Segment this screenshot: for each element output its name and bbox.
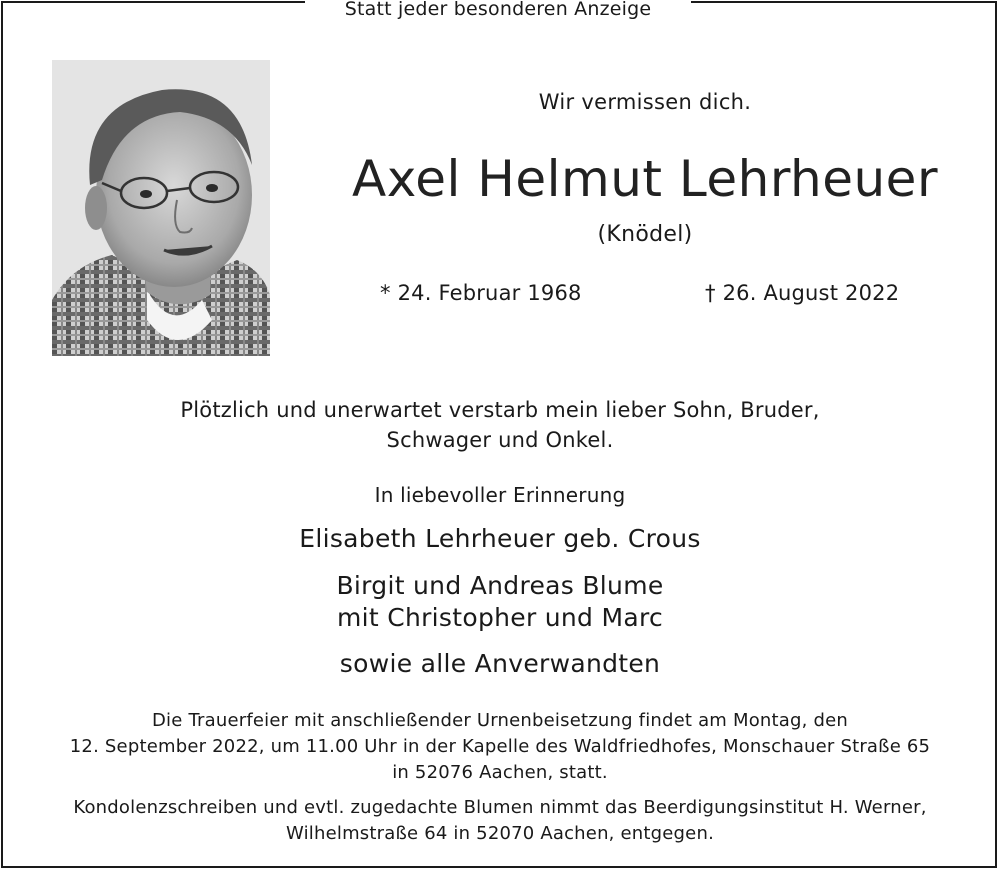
family-member: sowie alle Anverwandten — [339, 649, 661, 678]
family-member — [0, 570, 1000, 634]
intro-text: Wir vermissen dich. — [538, 90, 752, 114]
ceremony-info — [0, 708, 1000, 786]
deceased-name: Axel Helmut Lehrheuer — [351, 150, 938, 208]
family-line: Birgit und Andreas Blume — [336, 571, 664, 600]
condolence-line: Wilhelmstraße 64 in 52070 Aachen, entgegen. — [285, 823, 714, 844]
ceremony-line: Die Trauerfeier mit anschließender Urnenbeisetzung findet am Montag, den — [152, 710, 848, 731]
birth-date: * 24. Februar 1968 — [380, 281, 582, 305]
nickname: (Knödel) — [597, 222, 693, 247]
notice-header: Statt jeder besonderen Anzeige — [344, 0, 652, 20]
message-line: Plötzlich und unerwartet verstarb mein lieber Sohn, Bruder, — [180, 398, 820, 422]
memory-heading: In liebevoller Erinnerung — [374, 483, 626, 507]
condolence-line: Kondolenzschreiben und evtl. zugedachte Blumen nimmt das Beerdigungsinstitut H. Werner, — [73, 797, 927, 818]
family-line: mit Christopher und Marc — [336, 603, 664, 632]
family-member: Elisabeth Lehrheuer geb. Crous — [299, 524, 701, 553]
death-date: † 26. August 2022 — [705, 281, 900, 305]
condolence-info — [0, 795, 1000, 847]
ceremony-line: 12. September 2022, um 11.00 Uhr in der Kapelle des Waldfriedhofes, Monschauer Straße 65 — [69, 736, 931, 757]
ceremony-line: in 52076 Aachen, statt. — [392, 762, 608, 783]
message-line: Schwager und Onkel. — [386, 428, 614, 452]
portrait-photo — [52, 60, 270, 356]
obituary-message — [0, 395, 1000, 455]
